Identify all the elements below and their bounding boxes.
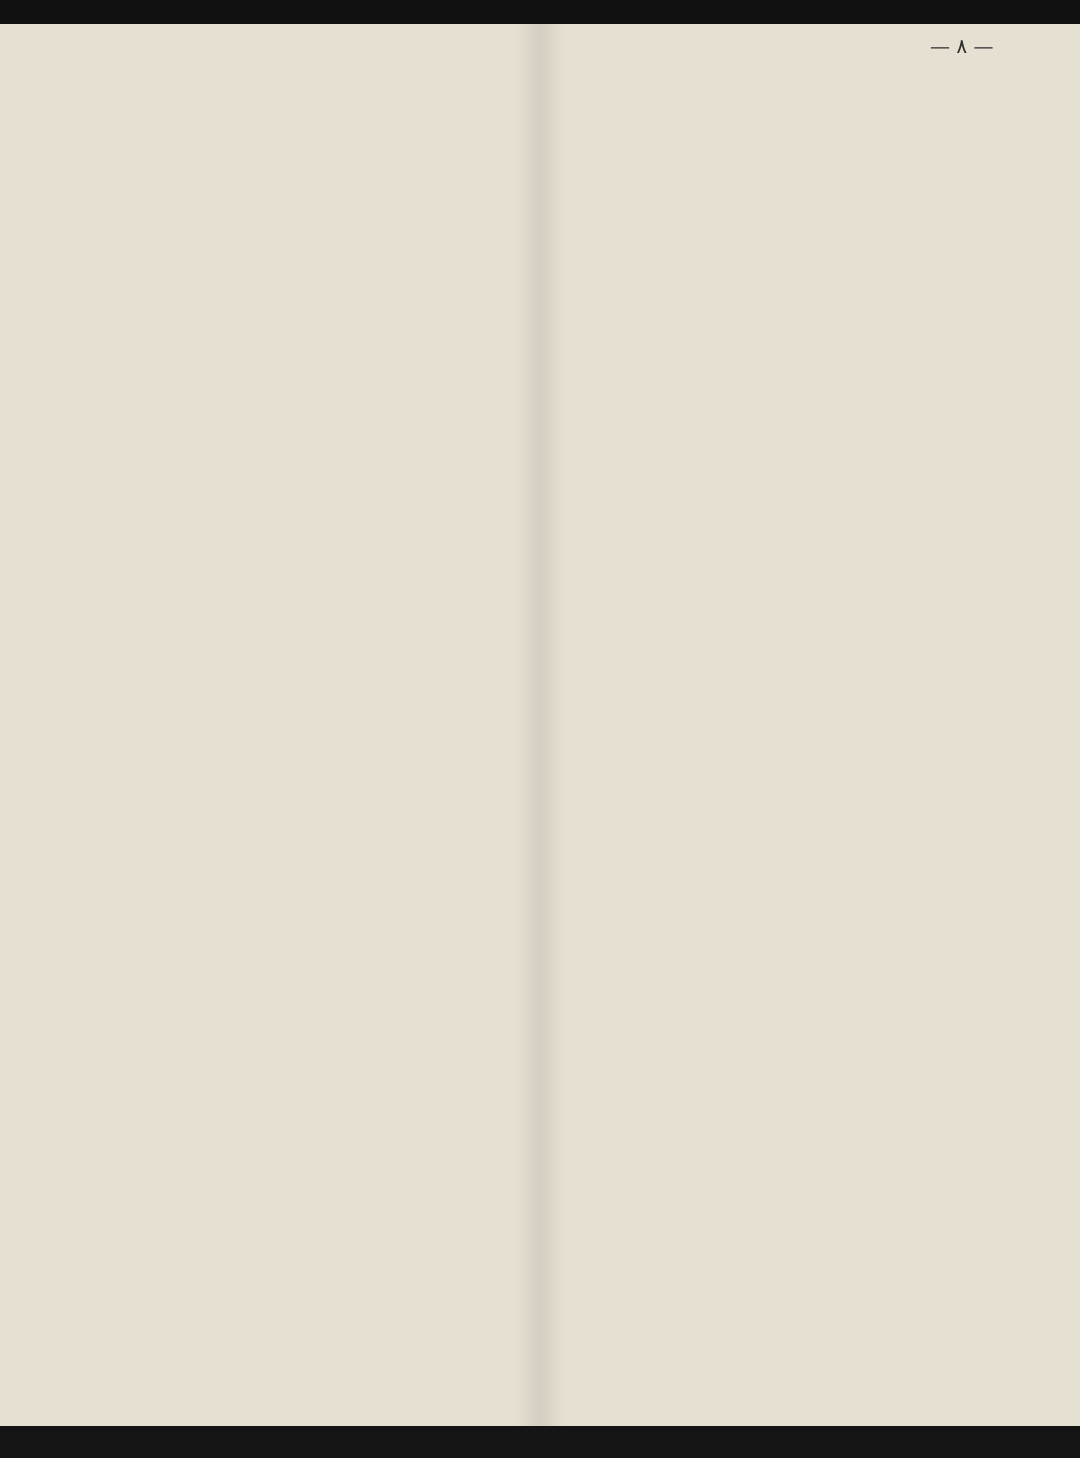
top-black-bar (0, 0, 1080, 24)
page-gutter-shadow (515, 24, 565, 1426)
bottom-black-bar (0, 1426, 1080, 1458)
book-page (0, 24, 1080, 1426)
page-number: — ٨ — (930, 34, 994, 58)
